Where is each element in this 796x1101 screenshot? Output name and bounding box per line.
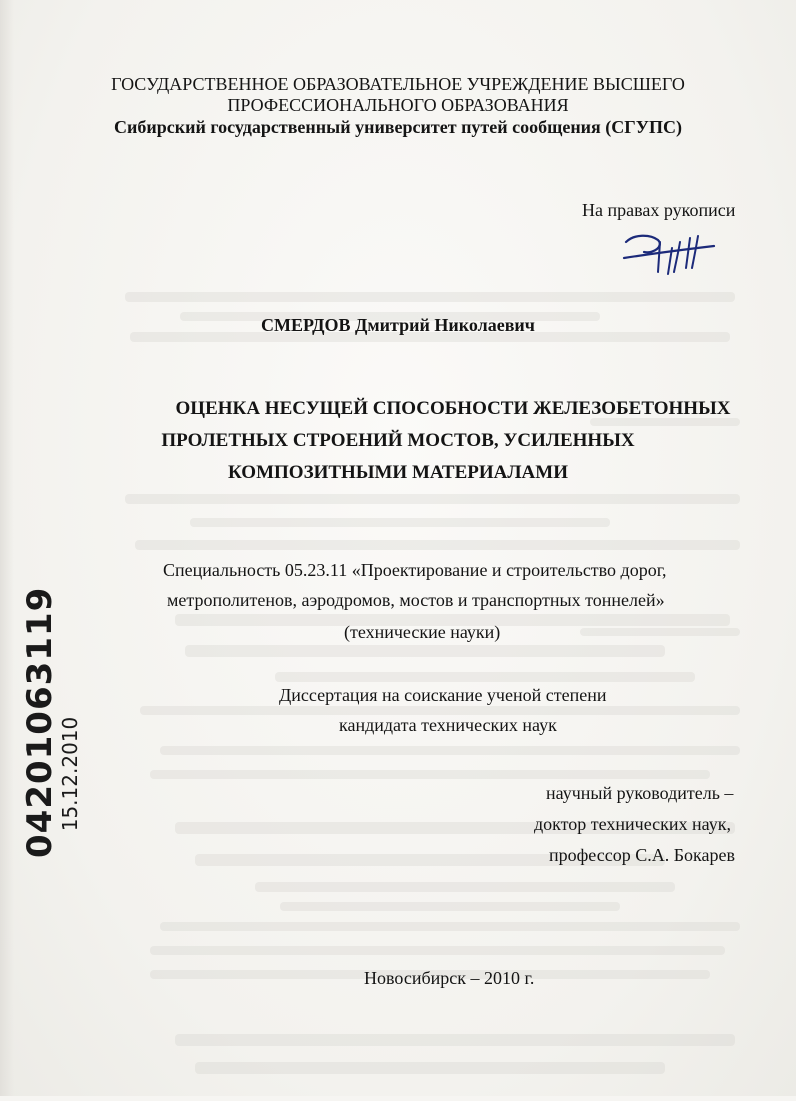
ghost-line: [150, 770, 710, 779]
specialty-line-1: Специальность 05.23.11 «Проектирование и строительство дорог,: [163, 560, 667, 580]
ghost-line: [160, 746, 740, 755]
ghost-line: [280, 902, 620, 911]
ghost-line: [185, 645, 665, 657]
supervisor-line-2: доктор технических наук,: [534, 814, 731, 834]
scan-edge-shadow: [0, 0, 14, 1096]
supervisor-line-1: научный руководитель –: [546, 783, 734, 803]
signature: [620, 228, 720, 276]
title-line-3: КОМПОЗИТНЫМИ МАТЕРИАЛАМИ: [228, 462, 568, 483]
ghost-line: [175, 1034, 735, 1046]
ghost-line: [190, 518, 610, 527]
ghost-line: [160, 922, 740, 931]
dissertation-line-1: Диссертация на соискание ученой степени: [279, 685, 607, 705]
archive-stamp-id: 04201063119: [20, 586, 60, 858]
ghost-line: [125, 292, 735, 302]
manuscript-rights-label: На правах рукописи: [582, 200, 736, 220]
specialty-line-2: метрополитенов, аэродромов, мостов и транспортных тоннелей»: [167, 590, 665, 610]
specialty-line-3: (технические науки): [344, 622, 501, 642]
ghost-line: [580, 628, 740, 636]
archive-stamp-date: 15.12.2010: [58, 716, 82, 832]
ghost-line: [255, 882, 675, 892]
place-year: Новосибирск – 2010 г.: [364, 968, 535, 988]
ghost-line: [125, 494, 740, 504]
ghost-line: [275, 672, 695, 682]
author-name: СМЕРДОВ Дмитрий Николаевич: [261, 315, 535, 335]
header-institution-line1: ГОСУДАРСТВЕННОЕ ОБРАЗОВАТЕЛЬНОЕ УЧРЕЖДЕНИЕ ВЫСШЕГО: [111, 74, 685, 94]
ghost-line: [195, 1062, 665, 1074]
title-line-2: ПРОЛЕТНЫХ СТРОЕНИЙ МОСТОВ, УСИЛЕННЫХ: [161, 430, 635, 451]
title-line-1: ОЦЕНКА НЕСУЩЕЙ СПОСОБНОСТИ ЖЕЛЕЗОБЕТОННЫХ: [175, 398, 731, 419]
header-university: Сибирский государственный университет путей сообщения (СГУПС): [114, 117, 682, 137]
ghost-line: [150, 946, 725, 955]
dissertation-line-2: кандидата технических наук: [339, 715, 557, 735]
header-institution-line2: ПРОФЕССИОНАЛЬНОГО ОБРАЗОВАНИЯ: [227, 95, 569, 115]
supervisor-line-3: профессор С.А. Бокарев: [549, 845, 736, 865]
ghost-line: [135, 540, 740, 550]
